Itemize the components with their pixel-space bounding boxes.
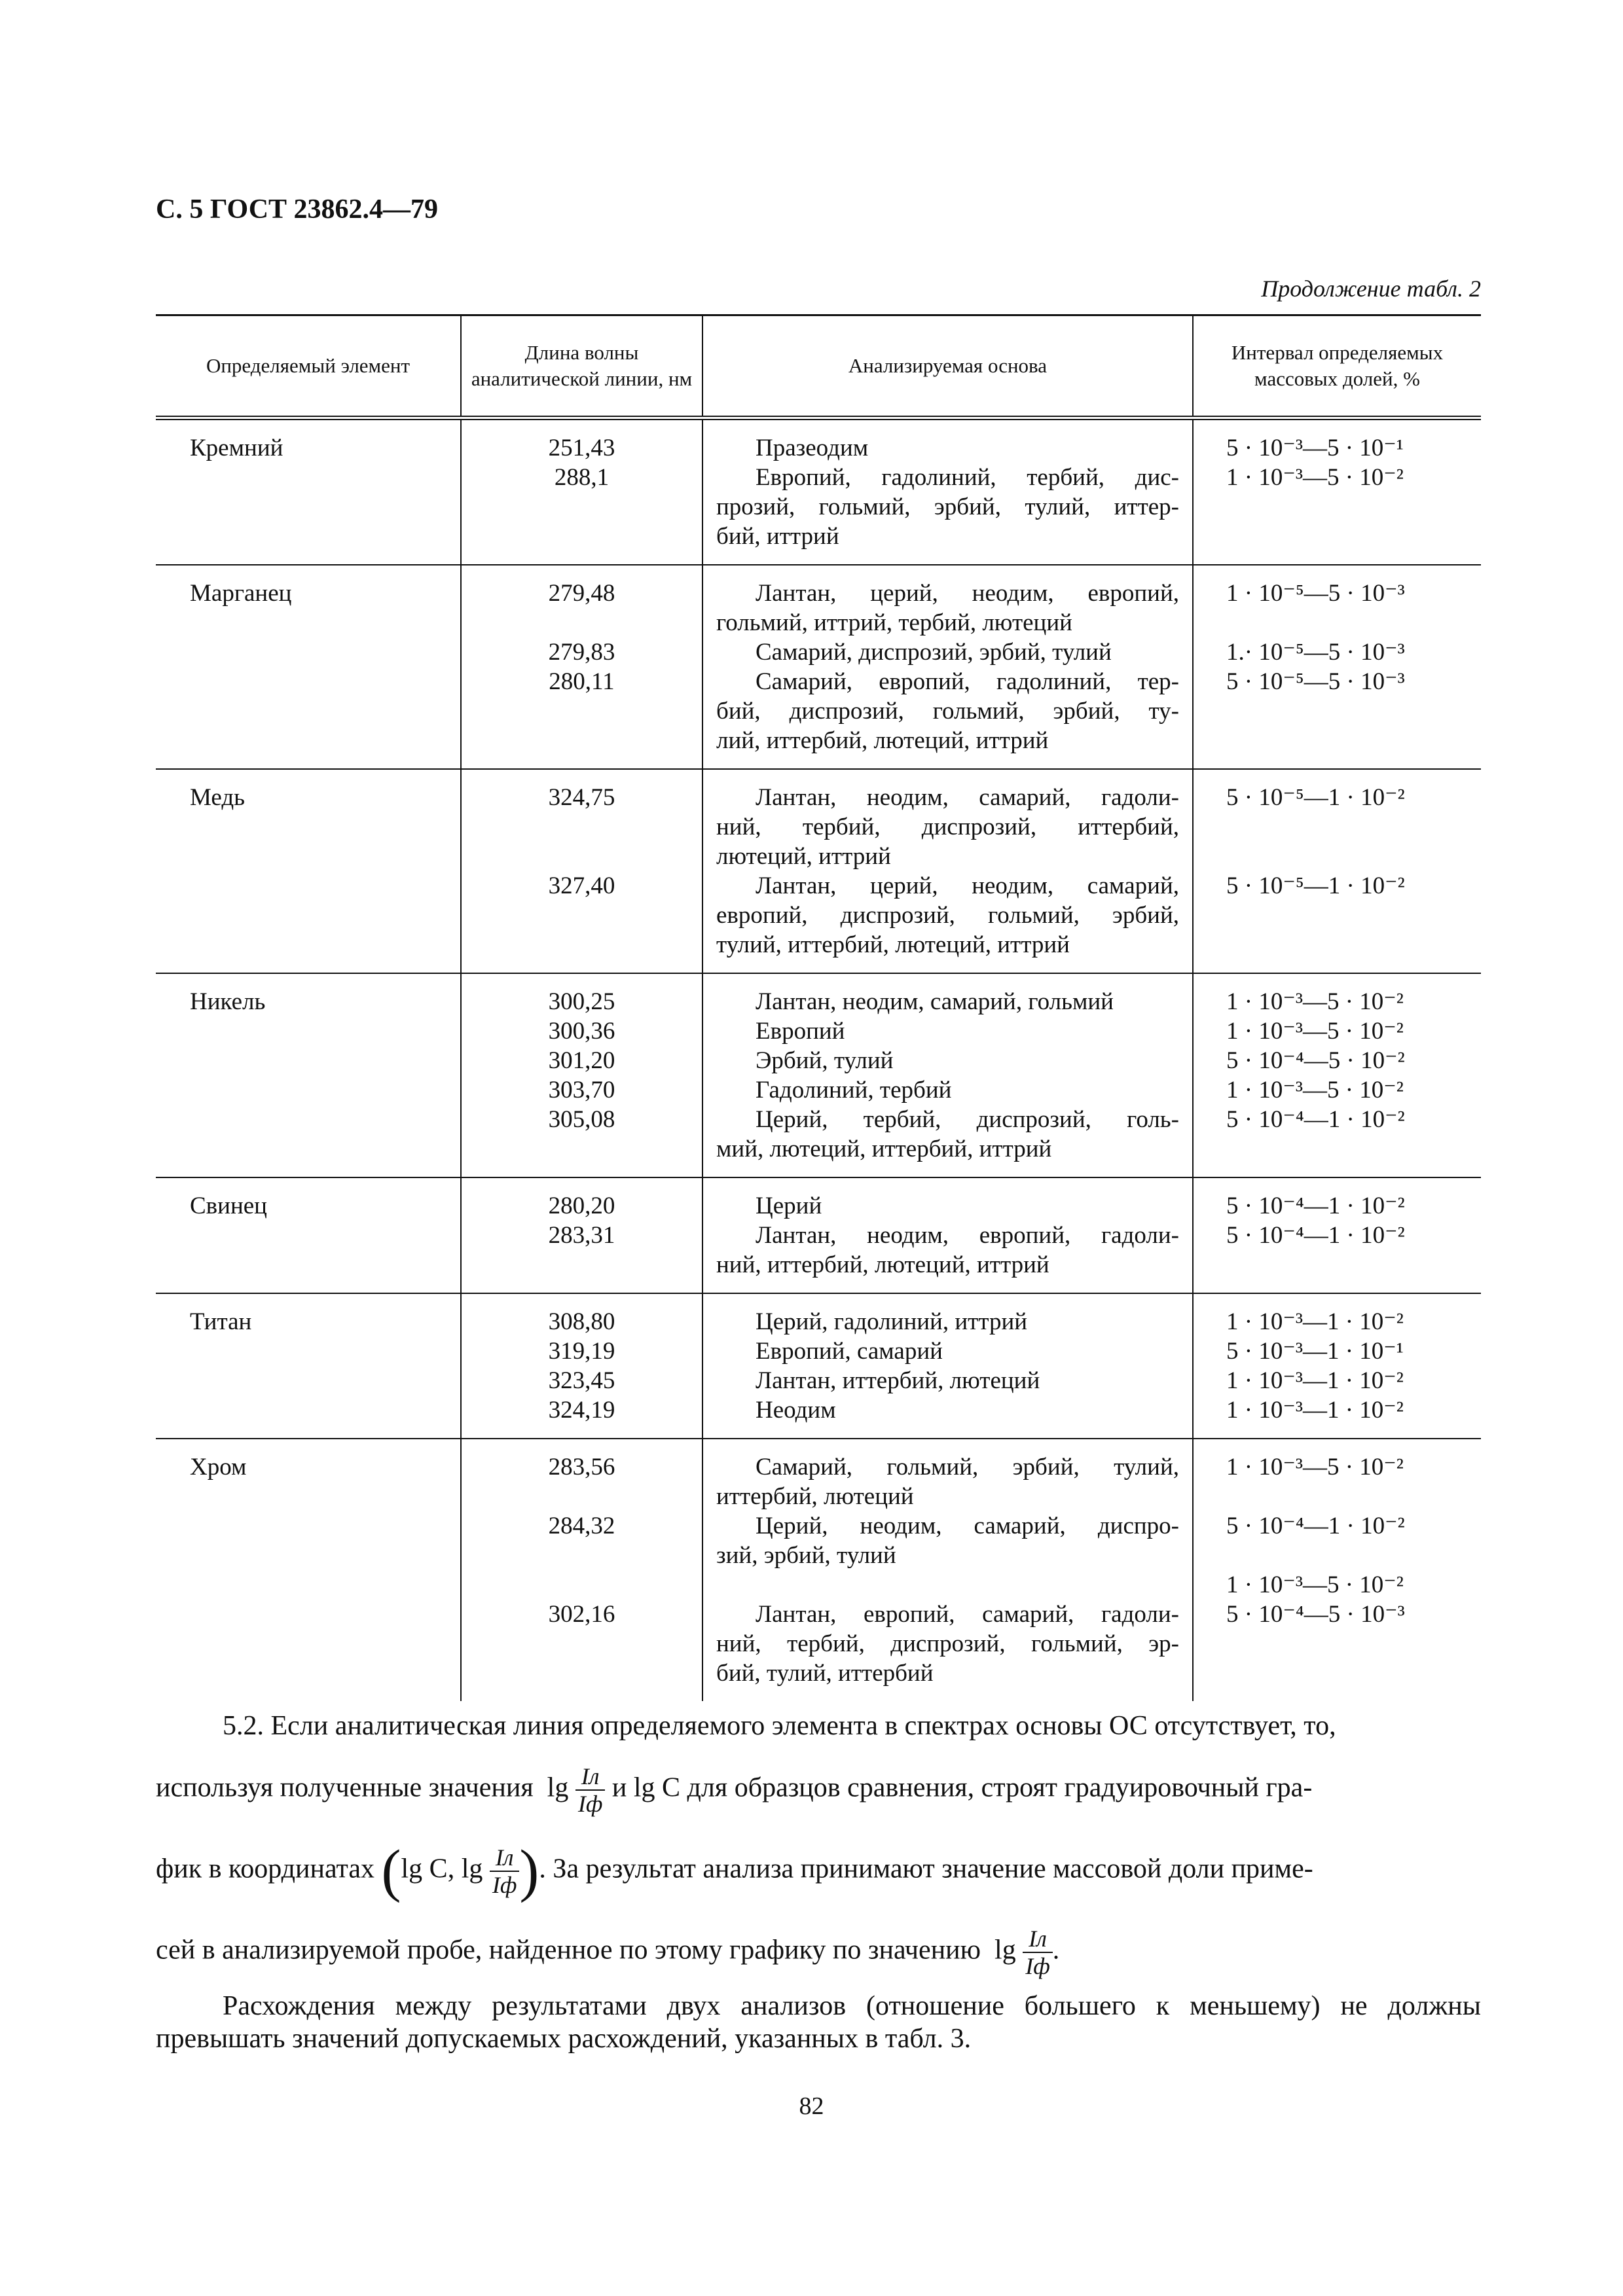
table-row xyxy=(156,973,1481,1016)
wavelength-cell: 324,75 xyxy=(461,769,702,871)
table-row xyxy=(156,1511,1481,1570)
paragraph-5-2 xyxy=(156,1710,1481,1979)
matrix-cell xyxy=(702,1336,1193,1366)
matrix-line: Европий, самарий xyxy=(756,1338,943,1365)
table-row xyxy=(156,1336,1481,1366)
table-row xyxy=(156,1221,1481,1293)
interval-cell: 5 · 10⁻⁴—5 · 10⁻² xyxy=(1193,1046,1481,1075)
text-span: и lg C для образцов сравнения, строят градуировочный гра- xyxy=(611,1772,1313,1803)
matrix-line: иттербий, лютеций xyxy=(716,1483,914,1510)
matrix-line: Церий, тербий, диспрозий, голь- xyxy=(756,1106,1179,1133)
element-cell: Марганец xyxy=(156,565,461,637)
matrix-line: тулий, иттербий, лютеций, иттрий xyxy=(716,931,1070,958)
matrix-line: Эрбий, тулий xyxy=(756,1047,894,1074)
matrix-line: мий, лютеций, иттербий, иттрий xyxy=(716,1136,1052,1162)
matrix-line: бий, иттрий xyxy=(716,523,839,550)
element-cell xyxy=(156,1395,461,1439)
element-cell xyxy=(156,1600,461,1701)
interval-cell: 5 · 10⁻⁴—1 · 10⁻² xyxy=(1193,1105,1481,1177)
element-cell xyxy=(156,1511,461,1570)
wavelength-cell: 300,36 xyxy=(461,1016,702,1046)
interval-cell: 5 · 10⁻⁴—1 · 10⁻² xyxy=(1193,1177,1481,1221)
matrix-line: ний, тербий, диспрозий, гольмий, эр- xyxy=(716,1630,1179,1657)
interval-cell: 5 · 10⁻⁴—1 · 10⁻² xyxy=(1193,1221,1481,1293)
interval-cell: 1 · 10⁻⁵—5 · 10⁻³ xyxy=(1193,565,1481,637)
interval-cell: 5 · 10⁻⁵—1 · 10⁻² xyxy=(1193,769,1481,871)
element-cell xyxy=(156,1016,461,1046)
matrix-line: Лантан, неодим, европий, гадоли- xyxy=(756,1222,1179,1249)
wavelength-cell: 279,48 xyxy=(461,565,702,637)
element-cell xyxy=(156,1366,461,1395)
page-header: С. 5 ГОСТ 23862.4—79 xyxy=(156,194,439,224)
matrix-line: Лантан, неодим, самарий, гольмий xyxy=(756,988,1114,1015)
wavelength-cell: 305,08 xyxy=(461,1105,702,1177)
paragraph-discrepancy: Расхождения между результатами двух анализов (отношение большего к меньшему) не должны превышать значений допускаемых расхождений, указанных в табл. 3. xyxy=(156,1991,1481,2054)
interval-cell: 5 · 10⁻⁵—1 · 10⁻² xyxy=(1193,871,1481,973)
matrix-line: Церий, гадолиний, иттрий xyxy=(756,1308,1028,1335)
table-row xyxy=(156,637,1481,667)
matrix-cell xyxy=(702,418,1193,463)
element-cell xyxy=(156,1075,461,1105)
matrix-line: Лантан, европий, самарий, гадоли- xyxy=(756,1601,1179,1628)
interval-cell: 1.· 10⁻⁵—5 · 10⁻³ xyxy=(1193,637,1481,667)
matrix-line: Лантан, церий, неодим, европий, xyxy=(756,580,1179,607)
column-header: Анализируемая основа xyxy=(702,315,1193,418)
matrix-cell xyxy=(702,1570,1193,1600)
ratio-fraction xyxy=(575,1763,606,1817)
matrix-line: зий, эрбий, тулий xyxy=(716,1542,896,1569)
table-row xyxy=(156,418,1481,463)
table-row xyxy=(156,1105,1481,1177)
numerator: Iл xyxy=(490,1844,520,1872)
matrix-line: Церий xyxy=(756,1193,822,1219)
element-table xyxy=(156,314,1481,1701)
wavelength-cell: 319,19 xyxy=(461,1336,702,1366)
lgc-label: lg C, xyxy=(401,1854,455,1884)
matrix-cell xyxy=(702,565,1193,637)
table-header-row xyxy=(156,315,1481,418)
interval-cell: 1 · 10⁻³—5 · 10⁻² xyxy=(1193,1570,1481,1600)
wavelength-cell: 280,11 xyxy=(461,667,702,769)
element-cell: Никель xyxy=(156,973,461,1016)
matrix-line: европий, диспрозий, гольмий, эрбий, xyxy=(716,902,1179,929)
element-cell xyxy=(156,1046,461,1075)
interval-cell: 5 · 10⁻³—5 · 10⁻¹ xyxy=(1193,418,1481,463)
matrix-cell xyxy=(702,1046,1193,1075)
matrix-cell xyxy=(702,1016,1193,1046)
matrix-line: прозий, гольмий, эрбий, тулий, иттер- xyxy=(716,493,1179,520)
column-header: Интервал определяемых массовых долей, % xyxy=(1193,315,1481,418)
matrix-line: бий, тулий, иттербий xyxy=(716,1660,934,1687)
matrix-line: Европий xyxy=(756,1018,845,1045)
matrix-cell xyxy=(702,463,1193,565)
table-row xyxy=(156,1293,1481,1336)
element-cell xyxy=(156,871,461,973)
matrix-line: Гадолиний, тербий xyxy=(756,1077,952,1103)
wavelength-cell: 288,1 xyxy=(461,463,702,565)
interval-cell: 5 · 10⁻³—1 · 10⁻¹ xyxy=(1193,1336,1481,1366)
denominator: Iф xyxy=(1025,1953,1050,1979)
interval-cell: 1 · 10⁻³—1 · 10⁻² xyxy=(1193,1395,1481,1439)
table-row xyxy=(156,1395,1481,1439)
matrix-line: Европий, гадолиний, тербий, дис- xyxy=(756,464,1179,491)
wavelength-cell: 280,20 xyxy=(461,1177,702,1221)
text-span: фик в координатах xyxy=(156,1854,375,1884)
table-row xyxy=(156,1075,1481,1105)
matrix-cell xyxy=(702,1395,1193,1439)
interval-cell: 1 · 10⁻³—5 · 10⁻² xyxy=(1193,1439,1481,1511)
paragraph-line: сей в анализируемой пробе, найденное по этому графику по значению lg $\frac{Iл}{Iф}$ . xyxy=(156,1926,1060,1979)
table-row xyxy=(156,1570,1481,1600)
element-cell: Титан xyxy=(156,1293,461,1336)
matrix-line: лютеций, иттрий xyxy=(716,843,891,870)
wavelength-cell: 283,31 xyxy=(461,1221,702,1293)
element-cell: Хром xyxy=(156,1439,461,1511)
paragraph-line xyxy=(156,1839,1481,1903)
lg-label: lg xyxy=(994,1935,1016,1965)
table-continuation-label: Продолжение табл. 2 xyxy=(1261,276,1481,302)
table-row xyxy=(156,1016,1481,1046)
matrix-line: ний, иттербий, лютеций, иттрий xyxy=(716,1251,1049,1278)
element-cell xyxy=(156,1221,461,1293)
table-row xyxy=(156,1046,1481,1075)
wavelength-cell: 324,19 xyxy=(461,1395,702,1439)
paragraph-line: 5.2. Если аналитическая линия определяемого элемента в спектрах основы ОС отсутствует, то, xyxy=(223,1711,1336,1741)
matrix-cell xyxy=(702,1293,1193,1336)
wavelength-cell: 301,20 xyxy=(461,1046,702,1075)
text-span: . За результат анализа принимают значение массовой доли приме- xyxy=(539,1854,1313,1884)
table-row xyxy=(156,463,1481,565)
table-body xyxy=(156,418,1481,1702)
matrix-line: Неодим xyxy=(756,1397,836,1424)
column-header: Определяемый элемент xyxy=(156,315,461,418)
interval-cell: 5 · 10⁻⁴—1 · 10⁻² xyxy=(1193,1511,1481,1570)
matrix-line: Церий, неодим, самарий, диспро- xyxy=(756,1513,1179,1539)
element-cell xyxy=(156,1336,461,1366)
element-cell: Медь xyxy=(156,769,461,871)
matrix-cell xyxy=(702,1600,1193,1701)
denominator: Iф xyxy=(577,1791,603,1817)
wavelength-cell: 284,32 xyxy=(461,1511,702,1570)
matrix-line: ний, тербий, диспрозий, иттербий, xyxy=(716,814,1179,840)
wavelength-cell: 283,56 xyxy=(461,1439,702,1511)
matrix-cell xyxy=(702,973,1193,1016)
table-row xyxy=(156,1600,1481,1701)
matrix-line: Самарий, европий, гадолиний, тер- xyxy=(756,668,1179,695)
numerator: Iл xyxy=(575,1763,606,1791)
interval-cell: 1 · 10⁻³—5 · 10⁻² xyxy=(1193,973,1481,1016)
open-paren-symbol: ( xyxy=(381,1839,401,1903)
wavelength-cell: 323,45 xyxy=(461,1366,702,1395)
matrix-line: Самарий, гольмий, эрбий, тулий, xyxy=(756,1454,1179,1480)
wavelength-cell: 251,43 xyxy=(461,418,702,463)
matrix-line: Празеодим xyxy=(756,435,869,461)
matrix-line: Самарий, диспрозий, эрбий, тулий xyxy=(756,639,1112,666)
wavelength-cell: 279,83 xyxy=(461,637,702,667)
table-row xyxy=(156,667,1481,769)
matrix-cell xyxy=(702,1105,1193,1177)
matrix-cell xyxy=(702,871,1193,973)
text-span: используя полученные значения xyxy=(156,1772,534,1803)
interval-cell: 1 · 10⁻³—1 · 10⁻² xyxy=(1193,1293,1481,1336)
wavelength-cell: 300,25 xyxy=(461,973,702,1016)
ratio-fraction xyxy=(490,1844,520,1898)
wavelength-cell: 303,70 xyxy=(461,1075,702,1105)
close-paren-symbol: ) xyxy=(519,1839,539,1903)
denominator: Iф xyxy=(492,1872,517,1898)
table-row xyxy=(156,565,1481,637)
interval-cell: 5 · 10⁻⁵—5 · 10⁻³ xyxy=(1193,667,1481,769)
matrix-cell xyxy=(702,1177,1193,1221)
element-cell xyxy=(156,1570,461,1600)
matrix-cell xyxy=(702,637,1193,667)
interval-cell: 5 · 10⁻⁴—5 · 10⁻³ xyxy=(1193,1600,1481,1701)
matrix-cell xyxy=(702,1075,1193,1105)
table-row xyxy=(156,871,1481,973)
matrix-line: лий, иттербий, лютеций, иттрий xyxy=(716,727,1049,754)
table-row xyxy=(156,1177,1481,1221)
lg-label: lg xyxy=(461,1854,483,1884)
element-cell: Кремний xyxy=(156,418,461,463)
matrix-line: гольмий, иттрий, тербий, лютеций xyxy=(716,609,1072,636)
wavelength-cell xyxy=(461,1570,702,1600)
numerator: Iл xyxy=(1023,1926,1053,1953)
wavelength-cell: 308,80 xyxy=(461,1293,702,1336)
paragraph-line xyxy=(156,1763,1481,1817)
table-row xyxy=(156,1439,1481,1511)
matrix-cell xyxy=(702,667,1193,769)
text-span: сей в анализируемой пробе, найденное по этому графику по значению xyxy=(156,1935,981,1965)
matrix-line: Лантан, неодим, самарий, гадоли- xyxy=(756,784,1179,811)
lg-label: lg xyxy=(547,1772,569,1803)
element-cell xyxy=(156,1105,461,1177)
matrix-cell xyxy=(702,1221,1193,1293)
element-cell xyxy=(156,667,461,769)
element-cell xyxy=(156,463,461,565)
wavelength-cell: 327,40 xyxy=(461,871,702,973)
interval-cell: 1 · 10⁻³—1 · 10⁻² xyxy=(1193,1366,1481,1395)
page-number: 82 xyxy=(799,2092,824,2120)
interval-cell: 1 · 10⁻³—5 · 10⁻² xyxy=(1193,1075,1481,1105)
wavelength-cell: 302,16 xyxy=(461,1600,702,1701)
matrix-cell xyxy=(702,1366,1193,1395)
matrix-line: Лантан, иттербий, лютеций xyxy=(756,1367,1040,1394)
matrix-line: бий, диспрозий, гольмий, эрбий, ту- xyxy=(716,698,1179,725)
matrix-cell xyxy=(702,1511,1193,1570)
matrix-cell xyxy=(702,1439,1193,1511)
ratio-fraction xyxy=(1023,1926,1053,1979)
interval-cell: 1 · 10⁻³—5 · 10⁻² xyxy=(1193,463,1481,565)
table-row xyxy=(156,769,1481,871)
element-cell xyxy=(156,637,461,667)
matrix-line: Лантан, церий, неодим, самарий, xyxy=(756,872,1179,899)
matrix-cell xyxy=(702,769,1193,871)
element-cell: Свинец xyxy=(156,1177,461,1221)
interval-cell: 1 · 10⁻³—5 · 10⁻² xyxy=(1193,1016,1481,1046)
column-header: Длина волны аналитической линии, нм xyxy=(461,315,702,418)
table-row xyxy=(156,1366,1481,1395)
